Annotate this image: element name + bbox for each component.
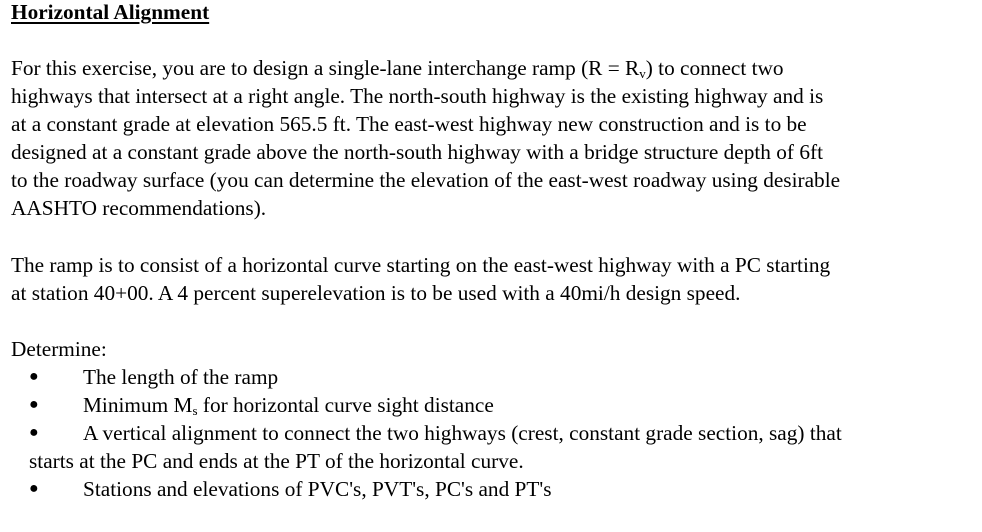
ramp-description-paragraph <box>11 251 971 307</box>
determine-list <box>11 363 971 503</box>
paragraph1-line1-text: For this exercise, you are to design a single-lane interchange ramp (R = R <box>11 56 640 80</box>
paragraph1-line2: highways that intersect at a right angle. The north-south highway is the existing highway and is <box>11 84 824 108</box>
document-title: Horizontal Alignment <box>11 0 210 24</box>
paragraph1-line6: AASHTO recommendations). <box>11 196 267 220</box>
paragraph1-line1-end: ) to connect two <box>645 56 784 80</box>
bullet-icon: ● <box>29 480 39 497</box>
paragraph1-line1 <box>11 54 971 82</box>
list-item-stations-elevations <box>11 475 971 503</box>
paragraph2-line2: at station 40+00. A 4 percent superelevation is to be used with a 40mi/h design speed. <box>11 281 741 305</box>
list-item-text: Minimum M <box>83 393 193 417</box>
subscript-s: s <box>192 403 198 418</box>
list-item-text-end: for horizontal curve sight distance <box>197 393 494 417</box>
determine-label: Determine: <box>11 337 107 361</box>
exercise-description-paragraph <box>11 54 971 222</box>
list-item-ramp-length <box>11 363 971 391</box>
list-item-text: The length of the ramp <box>83 365 279 389</box>
subscript-v: v <box>639 66 646 81</box>
list-item-text-continued: starts at the PC and ends at the PT of the horizontal curve. <box>29 449 524 473</box>
paragraph1-line4: designed at a constant grade above the north-south highway with a bridge structure depth of 6ft <box>11 140 824 164</box>
paragraph1-line3: at a constant grade at elevation 565.5 ft. The east-west highway new construction and is to be <box>11 112 807 136</box>
paragraph1-line5: to the roadway surface (you can determine the elevation of the east-west roadway using desirable <box>11 168 841 192</box>
bullet-icon: ● <box>29 424 39 441</box>
list-item-text: Stations and elevations of PVC's, PVT's, PC's and PT's <box>83 477 552 501</box>
list-item-text: A vertical alignment to connect the two highways (crest, constant grade section, sag) that <box>83 421 842 445</box>
bullet-icon: ● <box>29 368 39 385</box>
paragraph2-line1: The ramp is to consist of a horizontal curve starting on the east-west highway with a PC starting <box>11 253 831 277</box>
list-item-sight-distance <box>11 391 971 419</box>
bullet-icon: ● <box>29 396 39 413</box>
list-item-vertical-alignment <box>11 419 971 475</box>
